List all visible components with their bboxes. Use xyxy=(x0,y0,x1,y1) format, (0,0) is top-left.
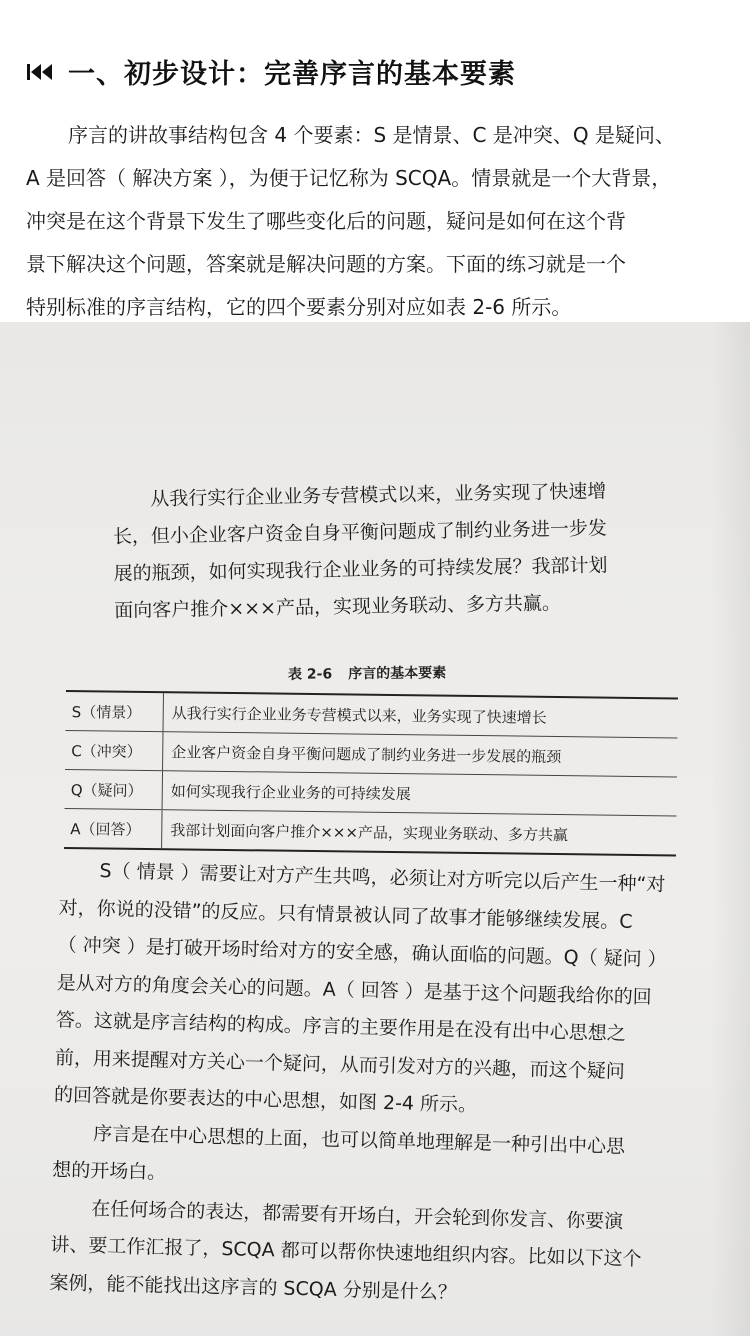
table-caption-number: 表 2-6 xyxy=(287,666,333,683)
intro-line: 序言的讲故事结构包含 4 个要素：S 是情景、C 是冲突、Q 是疑问、 xyxy=(68,123,675,147)
quote-line: 从我行实行企业业务专营模式以来，业务实现了快速增 xyxy=(150,480,607,511)
body-line: 序言是在中心思想的上面，也可以简单地理解是一种引出中心思 xyxy=(92,1122,626,1158)
table-value-cell: 从我行实行企业业务专营模式以来，业务实现了快速增长 xyxy=(171,703,547,727)
body-line: 案例，能不能找出这序言的 SCQA 分别是什么？ xyxy=(49,1271,458,1304)
body-line: 讲、要工作汇报了，SCQA 都可以帮你快速地组织内容。比如以下这个 xyxy=(50,1233,642,1271)
quote-line: 长，但小企业客户资金自身平衡问题成了制约业务进一步发 xyxy=(112,517,608,548)
quote-line: 面向客户推介×××产品，实现业务联动、多方共赢。 xyxy=(114,592,562,622)
top-section xyxy=(0,0,750,322)
table-caption-title: 序言的基本要素 xyxy=(348,665,447,683)
intro-line: 冲突是在这个背景下发生了哪些变化后的问题，疑问是如何在这个背 xyxy=(26,209,626,233)
intro-paragraph xyxy=(26,114,726,329)
body-line: 在任何场合的表达，都需要有开场白，开会轮到你发言、你要演 xyxy=(91,1197,624,1233)
scqa-table xyxy=(64,690,678,856)
table-value-cell: 如何实现我行企业业务的可持续发展 xyxy=(170,781,411,803)
body-line: 是从对方的角度会关心的问题。A（ 回答 ）是基于这个问题我给你的回 xyxy=(56,971,652,1008)
body-line: 前，用来提醒对方关心一个疑问，从而引发对方的兴趣，而这个疑问 xyxy=(54,1046,626,1083)
body-line: S（ 情景 ）需要让对方产生共鸣，必须让对方听完以后产生一种“对 xyxy=(99,859,666,896)
table-value-cell: 我部计划面向客户推介×××产品，实现业务联动、多方共赢 xyxy=(170,820,569,844)
intro-line: 特别标准的序言结构，它的四个要素分别对应如表 2-6 所示。 xyxy=(26,295,572,319)
book-body-text xyxy=(49,852,680,1317)
example-quote xyxy=(112,473,655,630)
table-key-cell: S（情景） xyxy=(66,692,164,731)
body-line: 对，你说的没错”的反应。只有情景被认同了故事才能够继续发展。C xyxy=(58,896,633,933)
skip-back-icon xyxy=(26,61,56,83)
page-shadow xyxy=(710,322,750,1336)
table-value-cell: 企业客户资金自身平衡问题成了制约业务进一步发展的瓶颈 xyxy=(171,742,562,766)
body-line: 想的开场白。 xyxy=(51,1158,167,1184)
body-line: 答。这就是序言结构的构成。序言的主要作用是在没有出中心思想之 xyxy=(55,1008,627,1045)
body-line: （ 冲突 ）是打破开场时给对方的安全感，确认面临的问题。Q（ 疑问 ） xyxy=(57,933,667,971)
section-heading xyxy=(26,52,516,91)
quote-line: 展的瓶颈，如何实现我行企业业务的可持续发展？我部计划 xyxy=(113,554,608,585)
table-key-cell: A（回答） xyxy=(64,809,162,848)
table-row xyxy=(64,809,676,854)
heading-text: 一、初步设计：完善序言的基本要素 xyxy=(68,59,516,90)
table-key-cell: C（冲突） xyxy=(65,731,163,770)
book-page-photo xyxy=(0,322,750,1336)
table-key-cell: Q（疑问） xyxy=(65,770,163,809)
table-caption xyxy=(288,662,446,684)
body-line: 的回答就是你要表达的中心思想，如图 2-4 所示。 xyxy=(53,1083,478,1117)
intro-line: 景下解决这个问题，答案就是解决问题的方案。下面的练习就是一个 xyxy=(26,252,626,276)
intro-line: A 是回答（ 解决方案 ），为便于记忆称为 SCQA。情景就是一个大背景， xyxy=(26,166,672,190)
